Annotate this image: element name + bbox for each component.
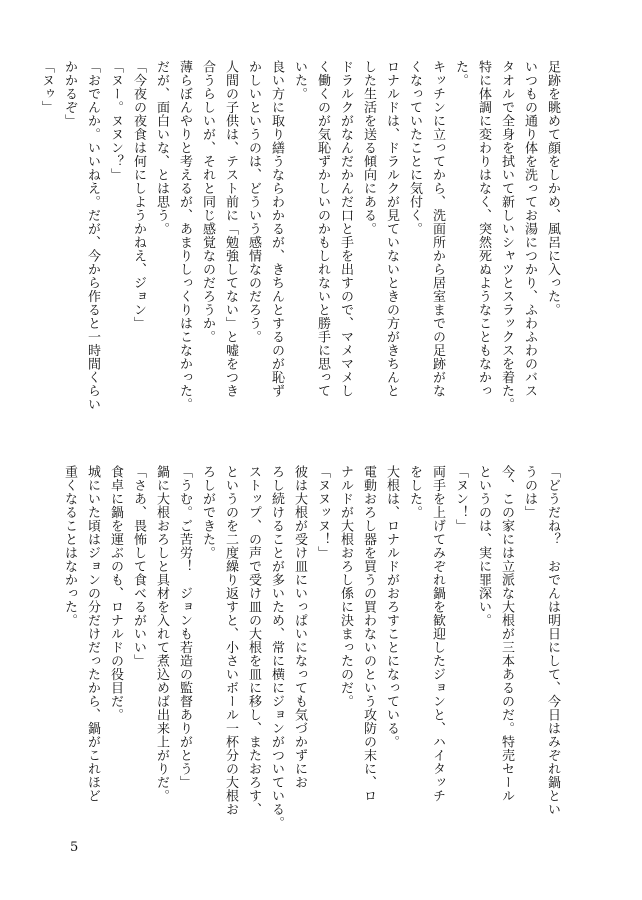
text-line: ドラルクがなんだかんだ口と手を出すので、マメマメし	[338, 60, 353, 398]
text-line: 電動おろし器を買うの買わないのという攻防の末に、ロ	[361, 465, 376, 803]
text-line: をした。	[407, 465, 422, 519]
text-line: キッチンに立ってから、洗面所から居室までの足跡がな	[430, 60, 445, 398]
text-line: タオルで全身を拭いて新しいシャツとスラックスを着た。	[499, 60, 514, 411]
text-line: 鍋に大根おろしと具材を入れて煮込めば出来上がりだ。	[154, 465, 169, 803]
text-line: ロナルドは、ドラルクが見ていないときの方がきちんと	[384, 60, 399, 398]
text-block-upper	[39, 60, 564, 440]
text-line: 良い方に取り繕うならわかるが、きちんとするのが恥ず	[269, 60, 284, 398]
text-line: 彼は大根が受け皿にいっぱいになっても気づかずにお	[292, 465, 307, 789]
text-line: 「さあ、畏怖して食べるがいい」	[131, 465, 146, 668]
text-line: 薄らぼんやりと考えるが、あまりしっくりはこなかった。	[177, 60, 192, 411]
text-line: というのは、実に罪深い。	[476, 465, 491, 627]
text-line: 両手を上げてみぞれ鍋を歓迎したジョンと、ハイタッチ	[430, 465, 445, 803]
text-line: ナルドが大根おろし係に決まったのだ。	[338, 465, 353, 708]
text-line: 足跡を眺めて顔をしかめ、風呂に入った。	[545, 60, 560, 317]
text-line: かしいというのは、どういう感情なのだろう。	[246, 60, 261, 344]
text-line: た。	[453, 60, 468, 87]
text-line: ストップ、の声で受け皿の大根を皿に移し、またおろす、	[246, 465, 261, 816]
text-line: くなっていたことに気付く。	[407, 60, 422, 236]
text-line: 「おでんか。いいねえ。だが、今から作ると一時間くらい	[85, 60, 100, 411]
text-line: 「ヌン！」	[453, 465, 468, 533]
text-line: かかるぞ」	[62, 60, 77, 128]
text-line: いつもの通り体を洗ってお湯につかり、ふわふわのバス	[522, 60, 537, 398]
text-line: ろしができた。	[200, 465, 215, 560]
text-line: 「ヌヌッヌ！」	[315, 465, 330, 560]
text-line: 人間の子供は、テスト前に「勉強してない」と嘘をつき	[223, 60, 238, 398]
text-line: 大根は、ロナルドがおろすことになっている。	[384, 465, 399, 749]
text-line: 「うむ。ご苦労！ ジョンも若造の監督ありがとう」	[177, 465, 192, 789]
text-line: 合うらしいが、それと同じ感覚なのだろうか。	[200, 60, 215, 344]
text-block-lower	[62, 465, 564, 855]
text-line: というのを二度繰り返すと、小さいボール一杯分の大根お	[223, 465, 238, 816]
text-line: 今、この家には立派な大根が三本あるのだ。特売セール	[499, 465, 514, 803]
text-line: うのは」	[522, 465, 537, 519]
text-line: 重くなることはなかった。	[62, 465, 77, 627]
text-line: した生活を送る傾向にある。	[361, 60, 376, 236]
text-line: 食卓に鍋を運ぶのも、ロナルドの役目だ。	[108, 465, 123, 722]
page-number: 5	[70, 840, 79, 855]
text-line: く働くのが気恥ずかしいのかもしれないと勝手に思って	[315, 60, 330, 398]
text-line: 「どうだね？ おでんは明日にして、今日はみぞれ鍋とい	[545, 465, 560, 816]
text-line: 「ヌゥ」	[39, 60, 54, 114]
text-line: だが、面白いな、とは思う。	[154, 60, 169, 236]
text-line: 特に体調に変わりはなく、突然死ぬようなこともなかっ	[476, 60, 491, 398]
text-line: 「今夜の夜食は何にしようかねえ、ジョン」	[131, 60, 146, 330]
text-line: いた。	[292, 60, 307, 101]
text-line: 城にいた頃はジョンの分だけだったから、鍋がこれほど	[85, 465, 100, 803]
text-line: ろし続けることが多いため、常に横にジョンがついている。	[269, 465, 284, 830]
text-line: 「ヌー。ヌヌン？」	[108, 60, 123, 182]
